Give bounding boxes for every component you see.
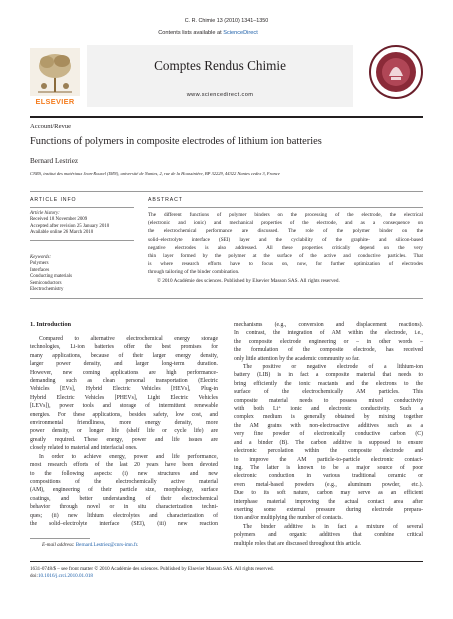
- abstract-bottom-rule: [30, 298, 423, 299]
- footer-rule: [30, 561, 423, 562]
- keyword: Interfaces: [30, 267, 50, 273]
- body-line: energies. For these applications, besides safety, low cost, and: [30, 411, 218, 418]
- abstract-line: negative electrodes is also addressed. All these properties critically depend on the very: [148, 244, 423, 251]
- email-label: E-mail address:: [42, 542, 76, 548]
- info-top-rule: [30, 191, 423, 192]
- body-line: ques; (ii) new lithium electrolytes and characterization of: [30, 512, 218, 519]
- author-name: Bernard Lestriez: [30, 157, 79, 165]
- body-line: interphase material improving the actual contact area after: [234, 498, 423, 505]
- body-line: the formulation of the composite electrode, has received: [234, 347, 423, 354]
- body-line: The binder additive is in fact a mixture of several: [243, 523, 423, 530]
- keywords-block: [30, 255, 72, 293]
- body-line: greatly required. These energy, power and life issues are: [30, 436, 218, 443]
- email-tail: .: [137, 542, 139, 548]
- body-line: to the following aspects: (i) new structures and new: [30, 470, 218, 477]
- sciencedirect-link[interactable]: ScienceDirect: [223, 30, 258, 36]
- body-line: behavior through novel or in situ characterization techni-: [30, 504, 218, 511]
- email-link[interactable]: Bernard.Lestriez@cnrs-imn.fr: [75, 542, 138, 548]
- body-line: electronic conduction in various traditional ceramic or: [234, 473, 423, 480]
- body-line: ing. The latter is known to be a major source of poor: [234, 464, 423, 471]
- front-matter-line: 1631-0748/$ – see front matter © 2010 Académie des sciences. Published by Elsevier Masson SAS. All rights reserved.: [30, 566, 274, 572]
- body-line: battery (LIB) is in fact a composite material that needs to: [234, 372, 423, 379]
- body-left-column: [30, 335, 218, 528]
- elsevier-tree-icon: [30, 48, 80, 96]
- elsevier-logo: [30, 48, 80, 108]
- abstract-line: (electronic and ionic) and mechanical properties of the electrode, and as a consequence on: [148, 220, 423, 227]
- body-line: coatings, and better understanding of their electrochemical: [30, 495, 218, 502]
- article-title: Functions of polymers in composite electrodes of lithium ion batteries: [30, 136, 322, 147]
- body-line: complex medium is generally obtained by mixing together: [234, 414, 423, 421]
- body-line: only little attention by the academic community so far.: [234, 355, 360, 362]
- body-line: The positive or negative electrode of a lithium-ion: [243, 364, 423, 371]
- journal-title: Comptes Rendus Chimie: [154, 58, 286, 73]
- body-line: tion and/or multiplying the number of contacts.: [234, 515, 343, 522]
- body-line: many applications, because of their larger energy density,: [30, 352, 218, 359]
- abstract-heading: ABSTRACT: [148, 197, 183, 203]
- info-heading-rule: [30, 207, 134, 208]
- body-line: surface of the electrochemically AM particles. This: [234, 389, 423, 396]
- body-line: In order to achieve energy, power and life performance,: [39, 453, 218, 460]
- body-line: Compared to alternative electrochemical energy storage: [39, 336, 218, 342]
- body-line: power density, or longer life (shelf life or cycle life) are: [30, 428, 218, 435]
- article-type: Account/Revue: [30, 123, 72, 130]
- body-line: environmental friendliness, more energy density, more: [30, 420, 218, 427]
- body-line: bring efficiently the ionic reactants and the electrons to the: [234, 380, 423, 387]
- body-line: [LEVs]), power tools and storage of intermittent renewable: [30, 403, 218, 410]
- abstract-line: The different functions of polymer binders on the processing of the electrode, the electrical: [148, 212, 423, 218]
- contents-prefix: Contents lists available at: [158, 30, 224, 36]
- keywords-label: Keywords:: [30, 255, 52, 260]
- body-line: multiple roles that are discussed throughout this article.: [234, 540, 362, 547]
- history-accepted: Accepted after revision 25 January 2010: [30, 223, 110, 229]
- abstract-line: thin layer formed by the polymer at the surface of the active and conductive particles. That: [148, 253, 423, 260]
- doi-link[interactable]: 10.1016/j.crci.2010.01.018: [37, 573, 93, 579]
- body-line: In contrast, the integration of AM within the electrode, i.e.,: [234, 330, 423, 337]
- body-line: Due to its soft nature, carbon may serve as an efficient: [234, 490, 423, 497]
- history-label: Article history:: [30, 211, 60, 216]
- footnote-email: [42, 542, 138, 548]
- body-line: composite material needs to possess mixed conductivity: [234, 397, 423, 404]
- academie-seal-icon: [367, 40, 425, 112]
- body-line: most research efforts of the last 20 years have been devoted: [30, 462, 218, 469]
- journal-cover: [367, 40, 425, 112]
- body-line: (AM), engineering of their particle size, morphology, surface: [30, 487, 218, 494]
- body-line: closely related to material and interfacial ones.: [30, 445, 138, 452]
- body-line: very fine powder of electronically conductive carbon (C): [234, 431, 423, 438]
- elsevier-wordmark: ELSEVIER: [35, 97, 75, 106]
- history-online: Available online 26 March 2010: [30, 230, 94, 236]
- body-line: larger power density, and larger long-term duration.: [30, 361, 218, 368]
- masthead-rule: [30, 116, 423, 118]
- contents-line: [58, 30, 358, 36]
- body-line: the AM grains with non-electroactive additives such as a: [234, 422, 423, 429]
- body-line: mechanisms (e.g., conversion and displacement reactions).: [234, 322, 423, 328]
- body-line: with both Li⁺ ionic and electronic conductivity. Such a: [234, 406, 423, 413]
- keyword: Polymers: [30, 261, 49, 267]
- keyword: Electrochemistry: [30, 287, 64, 293]
- doi-prefix: doi:: [30, 573, 38, 579]
- keyword: Conducting materials: [30, 274, 72, 280]
- section-heading: 1. Introduction: [30, 321, 72, 328]
- keyword: Semiconductors: [30, 280, 62, 286]
- history-received: Received 18 November 2009: [30, 217, 88, 223]
- footer: [30, 566, 274, 580]
- body-line: electronic percolation within the composite electrode and: [234, 448, 423, 455]
- body-line: However, new coming applications are high performance-: [30, 369, 218, 376]
- abstract-line: solid–electrolyte interface (SEI) layer and the cyclability of the graphite- and silicon-based: [148, 236, 423, 243]
- body-line: exerting some external pressure during electrode prepara-: [234, 506, 423, 513]
- abstract-line: is where research efforts have to focus on, now, for further optimization of electrodes: [148, 261, 423, 268]
- body-line: Hybrid Electric Vehicles [PHEVs], Light Electric Vehicles: [30, 394, 218, 401]
- footnote-rule: [30, 538, 90, 539]
- journal-url[interactable]: www.sciencedirect.com: [186, 92, 254, 98]
- author-affiliation: CNRS, institut des matériaux Jean-Rouxel (IMN), université de Nantes, 2, rue de la Houssinière, BP 32229, 44322 Nantes cedex 3, France: [30, 171, 280, 176]
- abstract-heading-rule: [148, 207, 423, 208]
- doi-line: [30, 573, 274, 580]
- body-line: compositions of the electrochemically active material: [30, 478, 218, 485]
- body-line: the solid–electrolyte interface (SEI), (iii) new reaction: [30, 520, 218, 527]
- body-line: and a binder (B). The carbon additive is supposed to ensure: [234, 439, 423, 446]
- abstract-copyright: © 2010 Académie des sciences. Published by Elsevier Masson SAS. All rights reserved.: [157, 277, 340, 284]
- article-history: [30, 211, 109, 237]
- body-line: even metal-based powders (e.g., aluminum powder, etc.).: [234, 481, 423, 488]
- abstract-line: the electrochemical performance are discussed. The role of the polymer binder on the: [148, 228, 423, 235]
- abstract-line: through tailoring of the binder combination.: [148, 269, 240, 276]
- body-line: demanding such as clean personal transportation (Electric: [30, 378, 218, 385]
- article-info-heading: ARTICLE INFO: [30, 197, 77, 203]
- abstract-body: [148, 211, 423, 285]
- body-line: Vehicles [EVs], Hybrid Electric Vehicles [HEVs], Plug-in: [30, 386, 218, 393]
- journal-reference: C. R. Chimie 13 (2010) 1341–1350: [184, 18, 269, 24]
- body-line: polymers and organic additives that combine critical: [234, 532, 423, 539]
- body-line: the composite electrode engineering or – in other words –: [234, 338, 423, 345]
- body-line: to improve the AM particle-to-particle electronic contact-: [234, 456, 423, 463]
- body-line: technologies, Li-ion batteries offer the best promises for: [30, 344, 218, 351]
- body-right-column: [234, 321, 423, 548]
